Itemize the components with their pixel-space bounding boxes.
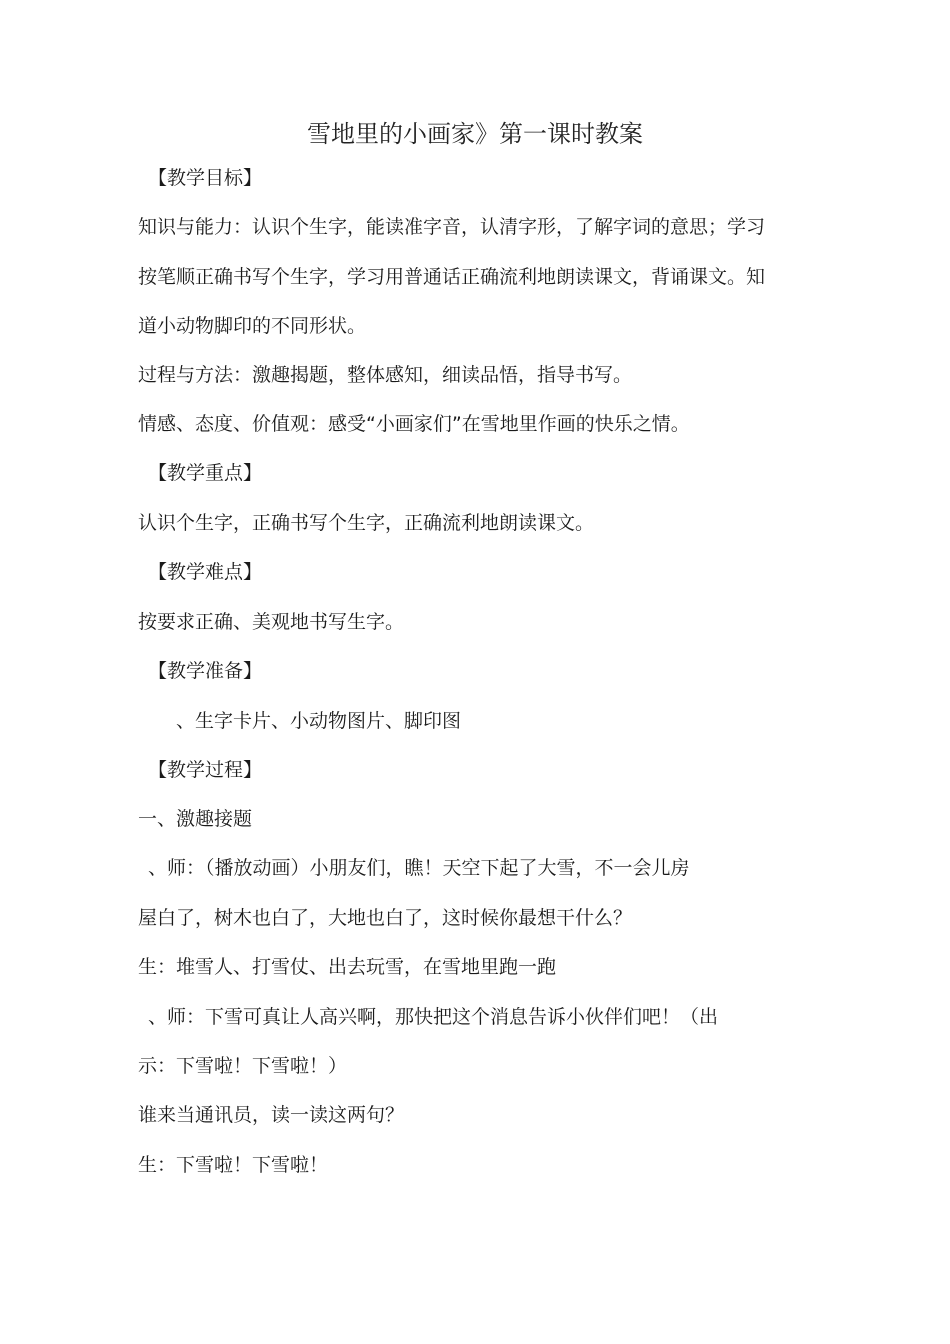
paragraph-line: 情感、态度、价值观：感受“小画家们”在雪地里作画的快乐之情。 xyxy=(138,413,690,435)
paragraph-line: 示：下雪啦！下雪啦！） xyxy=(138,1055,348,1077)
section-heading-preparation: 【教学准备】 xyxy=(148,660,263,682)
paragraph-line: 生：堆雪人、打雪仗、出去玩雪，在雪地里跑一跑 xyxy=(138,956,557,978)
section-heading-difficulties: 【教学难点】 xyxy=(148,561,263,583)
paragraph-line: 知识与能力：认识个生字，能读准字音，认清字形，了解字词的意思；学习 xyxy=(138,216,766,238)
paragraph-line: 、师：（播放动画）小朋友们，瞧！天空下起了大雪，不一会儿房 xyxy=(148,857,690,879)
paragraph-line: 过程与方法：激趣揭题，整体感知，细读品悟，指导书写。 xyxy=(138,364,633,386)
section-heading-objectives: 【教学目标】 xyxy=(148,167,263,189)
paragraph-line: 道小动物脚印的不同形状。 xyxy=(138,315,367,337)
section-heading-process: 【教学过程】 xyxy=(148,759,263,781)
section-heading-key-points: 【教学重点】 xyxy=(148,462,263,484)
paragraph-line: 谁来当通讯员，读一读这两句？ xyxy=(138,1104,405,1126)
paragraph-line: 屋白了，树木也白了，大地也白了，这时候你最想干什么？ xyxy=(138,907,633,929)
subsection-heading: 一、激趣接题 xyxy=(138,808,253,830)
paragraph-line: 按要求正确、美观地书写生字。 xyxy=(138,611,405,633)
paragraph-line: 生：下雪啦！下雪啦！ xyxy=(138,1154,329,1176)
document-title: 雪地里的小画家》第一课时教案 xyxy=(307,120,643,148)
paragraph-line: 认识个生字，正确书写个生字，正确流利地朗读课文。 xyxy=(138,512,595,534)
paragraph-line: 、生字卡片、小动物图片、脚印图 xyxy=(176,710,462,732)
paragraph-line: 按笔顺正确书写个生字，学习用普通话正确流利地朗读课文，背诵课文。知 xyxy=(138,266,766,288)
paragraph-line: 、师：下雪可真让人高兴啊，那快把这个消息告诉小伙伴们吧！（出 xyxy=(148,1006,719,1028)
